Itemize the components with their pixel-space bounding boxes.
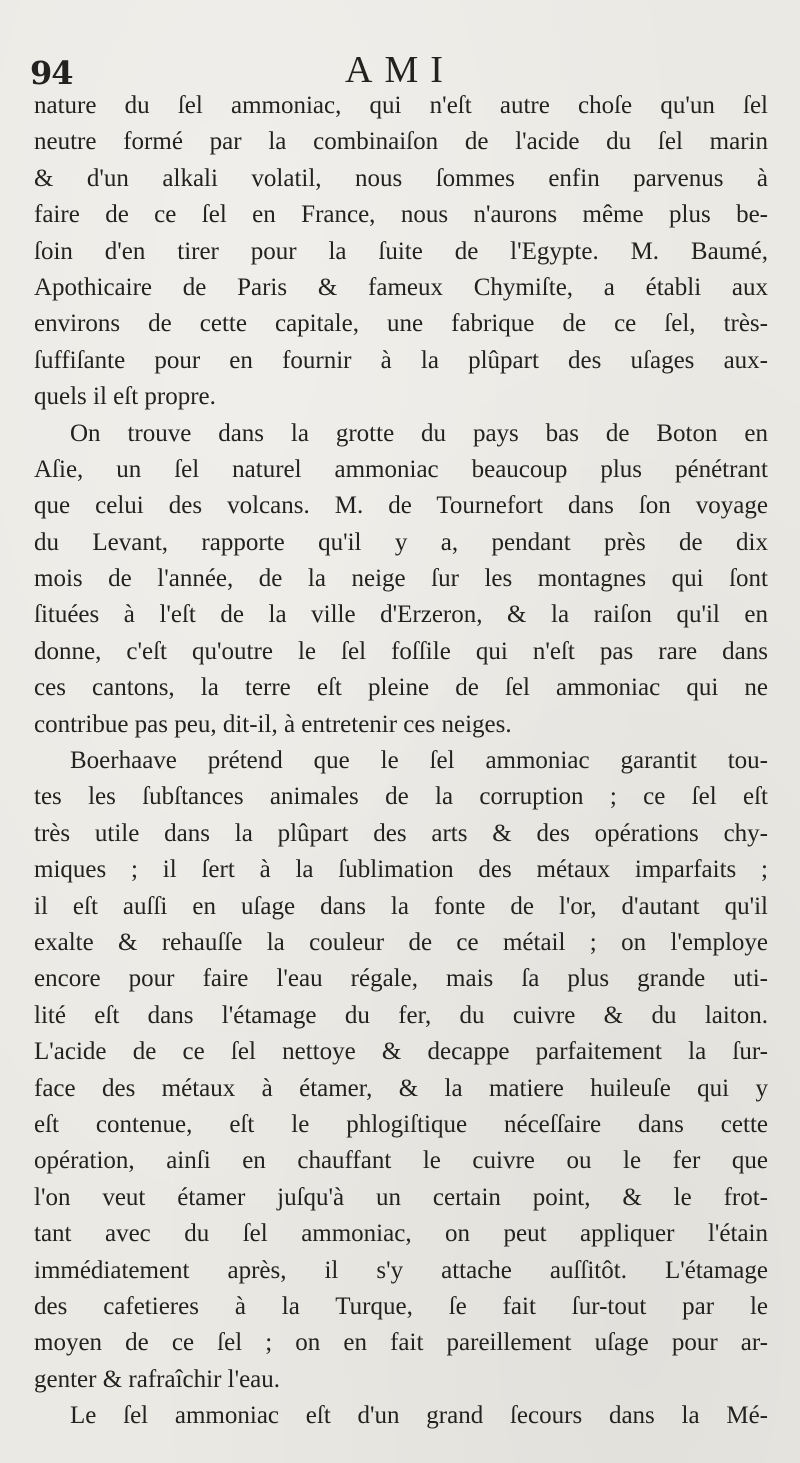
text-line: Boerhaave prétend que le ſel ammoniac garantit tou- <box>70 747 768 775</box>
text-line: face des métaux à étamer, & la matiere huileuſe qui y <box>34 1074 768 1102</box>
text-line: exalte & rehauſſe la couleur de ce métail ; on l'employe <box>34 928 768 956</box>
text-line: du Levant, rapporte qu'il y a, pendant près de dix <box>34 528 768 556</box>
body-text <box>34 88 768 1434</box>
text-line: & d'un alkali volatil, nous ſommes enfin parvenus à <box>34 164 768 192</box>
page-number: 94 <box>30 54 73 92</box>
text-line: ces cantons, la terre eſt pleine de ſel ammoniac qui ne <box>34 674 768 702</box>
text-line: l'on veut étamer juſqu'à un certain point, & le frot- <box>34 1183 768 1211</box>
text-line: quels il eſt propre. <box>34 383 216 411</box>
text-line: ſituées à l'eſt de la ville d'Erzeron, & la raiſon qu'il en <box>34 601 768 629</box>
text-line: tant avec du ſel ammoniac, on peut appliquer l'étain <box>34 1220 768 1248</box>
text-line: moyen de ce ſel ; on en fait pareillement uſage pour ar- <box>34 1329 768 1357</box>
text-line: Apothicaire de Paris & fameux Chymiſte, a établi aux <box>34 273 768 301</box>
text-line: contribue pas peu, dit-il, à entretenir ces neiges. <box>34 710 512 738</box>
text-line: mois de l'année, de la neige ſur les montagnes qui ſont <box>34 565 768 593</box>
text-line: ſoin d'en tirer pour la ſuite de l'Egypte. M. Baumé, <box>34 237 768 265</box>
text-line: neutre formé par la combinaiſon de l'acide du ſel marin <box>34 128 768 156</box>
text-line: ſuffiſante pour en fournir à la plûpart des uſages aux- <box>34 346 768 374</box>
text-line: immédiatement après, il s'y attache auſſitôt. L'étamage <box>34 1256 768 1284</box>
text-line: Aſie, un ſel naturel ammoniac beaucoup plus pénétrant <box>34 455 768 483</box>
text-line: encore pour faire l'eau régale, mais ſa plus grande uti- <box>34 965 768 993</box>
text-line: genter & rafraîchir l'eau. <box>34 1365 281 1393</box>
text-line: très utile dans la plûpart des arts & des opérations chy- <box>34 819 768 847</box>
text-line: miques ; il ſert à la ſublimation des métaux imparfaits ; <box>34 856 768 884</box>
text-line: environs de cette capitale, une fabrique de ce ſel, très- <box>34 310 768 338</box>
text-line: donne, c'eſt qu'outre le ſel foſſile qui n'eſt pas rare dans <box>34 637 768 665</box>
text-line: il eſt auſſi en uſage dans la fonte de l'or, d'autant qu'il <box>34 892 768 920</box>
text-line: nature du ſel ammoniac, qui n'eſt autre choſe qu'un ſel <box>34 92 768 119</box>
text-line: eſt contenue, eſt le phlogiſtique néceſſaire dans cette <box>34 1110 768 1138</box>
text-line: Le ſel ammoniac eſt d'un grand ſecours dans la Mé- <box>70 1402 768 1430</box>
text-line: des cafetieres à la Turque, ſe fait ſur-tout par le <box>34 1292 768 1320</box>
text-line: L'acide de ce ſel nettoye & decappe parfaitement la ſur- <box>34 1038 768 1066</box>
text-line: que celui des volcans. M. de Tournefort dans ſon voyage <box>34 492 768 520</box>
text-line: faire de ce ſel en France, nous n'aurons même plus be- <box>34 201 768 229</box>
running-head: AMI <box>345 49 455 91</box>
text-line: opération, ainſi en chauffant le cuivre ou le fer que <box>34 1147 768 1175</box>
text-line: On trouve dans la grotte du pays bas de Boton en <box>70 419 768 447</box>
text-line: lité eſt dans l'étamage du fer, du cuivre & du laiton. <box>34 1001 768 1029</box>
text-line: tes les ſubſtances animales de la corruption ; ce ſel eſt <box>34 783 768 811</box>
